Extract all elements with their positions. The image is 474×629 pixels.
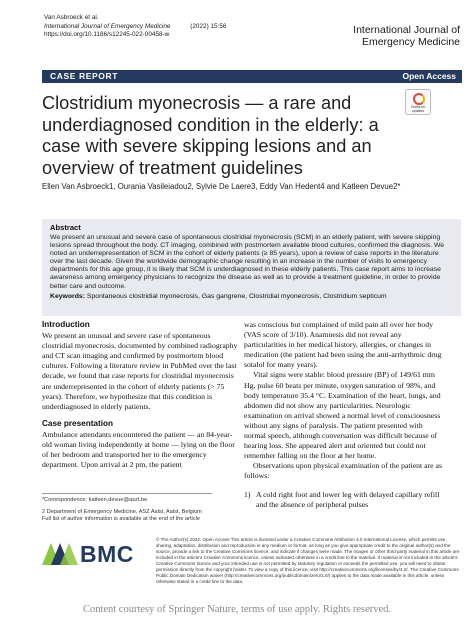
introduction-heading: Introduction xyxy=(42,320,90,329)
article-type-banner xyxy=(42,70,462,83)
abstract-box xyxy=(42,219,461,316)
updates-icon xyxy=(413,93,425,105)
bmc-logo-mark-icon xyxy=(42,543,78,565)
paragraph-vitals: Vital signs were stable: blood pressure (BP) of 149/61 mm Hg, pulse 60 beats per minute, oxygen saturation of 98%, and body temperature 35.4 °C. Examination of the heart, lungs, and abdomen did not show any particularities. Neurologic examination on arrival showed a normal level of consciousness without any signs of paralysis. The patient presented with normal speech, although conversation was difficult because of hearing loss. She appeared alert and oriented but could not remember falling on the floor at her home. xyxy=(244,370,441,461)
bmc-logo-text: BMC xyxy=(80,541,134,567)
doi-link[interactable]: https://doi.org/10.1186/s12245-022-00458-w xyxy=(44,31,170,38)
running-year: (2022) 15:56 xyxy=(190,22,227,30)
paragraph-history: was conscious but complained of mild pain all over her body (VAS score of 3/10). Anamnesis did not reveal any particularities in her medical history, allergies, or changes in medication (the patient had been using the anti-arrhythmic drug sotalol for many years). xyxy=(244,320,442,370)
journal-title-line2: Emergency Medicine xyxy=(361,36,460,48)
case-presentation-text: Ambulance attendants encountered the patient — an 84-year-old woman living independently at home — lying on the floor of her bedroom and transported her to the emergency department. Upon arrival at 2 pm, the patient xyxy=(42,429,235,470)
body-column-left xyxy=(42,320,242,470)
courtesy-footer: Content courtesy of Springer Nature, terms of use apply. Rights reserved. xyxy=(82,604,392,615)
running-journal: International Journal of Emergency Medicine xyxy=(44,22,171,30)
keywords-label: Keywords: xyxy=(50,292,85,300)
open-access-label: Open Access xyxy=(402,71,456,81)
affiliation-note: 2 Department of Emergency Medicine, ASZ Aalst, Aalst, Belgium xyxy=(42,509,202,515)
list-number: 1) xyxy=(244,489,251,499)
paragraph-observations: Observations upon physical examination of the patient are as follows: xyxy=(244,461,442,481)
case-presentation-heading: Case presentation xyxy=(42,418,113,428)
abstract-heading: Abstract xyxy=(50,223,81,232)
running-authors: Van Asbroeck et al. xyxy=(44,14,99,21)
journal-title-line1: International Journal of xyxy=(353,24,460,36)
journal-title xyxy=(310,24,460,48)
article-title: Clostridium myonecrosis — a rare and underdiagnosed condition in the elderly: a case with severe skipping lesions and an overview of treatment guidelines xyxy=(42,93,379,178)
bmc-logo xyxy=(42,543,157,565)
running-citation xyxy=(44,23,227,32)
list-item-text: A cold right foot and lower leg with delayed capillary refill and the absence of peripheral pulses xyxy=(256,489,440,509)
correspondence-note[interactable]: *Correspondence: katleen.devue@aszt.be xyxy=(42,497,148,503)
author-list: Ellen Van Asbroeck1, Ourania Vasileiadou2, Sylvie De Laere3, Eddy Van Hedent4 and Katleen Devue2* xyxy=(42,182,401,191)
introduction-text: We present an unusual and severe case of spontaneous clostridial myonecrosis, documented by combined radiography and CT scan imaging and confirmed by postmortem blood cultures. Following a literature review in PubMed over the last decade, we found that case reports for clostridial myonecrosis are underrepresented in the cohort of elderly patients (> 75 years). Therefore, we hypothesize that this condition is underdiagnosed in elderly patients. xyxy=(42,331,238,411)
list-item xyxy=(244,490,444,510)
body-column-right xyxy=(244,320,444,510)
license-text: © The Author(s) 2022. Open Access This article is licensed under a Creative Commons Attribution 4.0 International License, which permits use, sharing, adaptation, distribution and reproduction in any medium or format, as long as you give appropriate credit to the original author(s) and the source, provide a link to the Creative Commons licence, and indicate if changes were made. The images or other third party material in this article are included in the article's Creative Commons licence, unless indicated otherwise in a credit line to the material. If material is not included in the article's Creative Commons licence and your intended use is not permitted by statutory regulation or exceeds the permitted use, you will need to obtain permission directly from the copyright holder. To view a copy of this licence, visit http://creativecommons.org/licenses/by/4.0/. The Creative Commons Public Domain Dedication waiver (http://creativecommons.org/publicdomain/zero/1.0/) applies to the data made available in this article, unless otherwise stated in a credit line to the data. xyxy=(156,537,460,585)
keywords xyxy=(50,293,453,301)
article-type-label: CASE REPORT xyxy=(50,71,118,81)
updates-text: Check for updates xyxy=(410,105,426,113)
footnote-divider xyxy=(42,493,212,494)
author-info-note: Full list of author information is available at the end of the article xyxy=(42,516,200,522)
abstract-text: We present an unusual and severe case of spontaneous clostridial myonecrosis (SCM) in an elderly patient, with severe skipping lesions spread throughout the body. CT imaging, combined with postmortem available blood cultures, confirmed the diagnosis. We noted an underrepresentation of SCM in the cohort of elderly patients (≥ 85 years), upon a review of case reports in the literature over the last decade. Given the worldwide demographic change resulting in an increase in the number of visits to emergency departments for this age group, it is likely that SCM is underdiagnosed in these elderly patients. This case report aims to increase awareness among emergency physicians to recognize the disease as well as to provide a treatment guideline, in order to provide better care and outcome. xyxy=(50,234,445,290)
running-header xyxy=(44,14,227,40)
keywords-list: Spontaneous clostridial myonecrosis, Gas gangrene, Clostridial myonecrosis, Clostridium septicum xyxy=(86,292,387,300)
